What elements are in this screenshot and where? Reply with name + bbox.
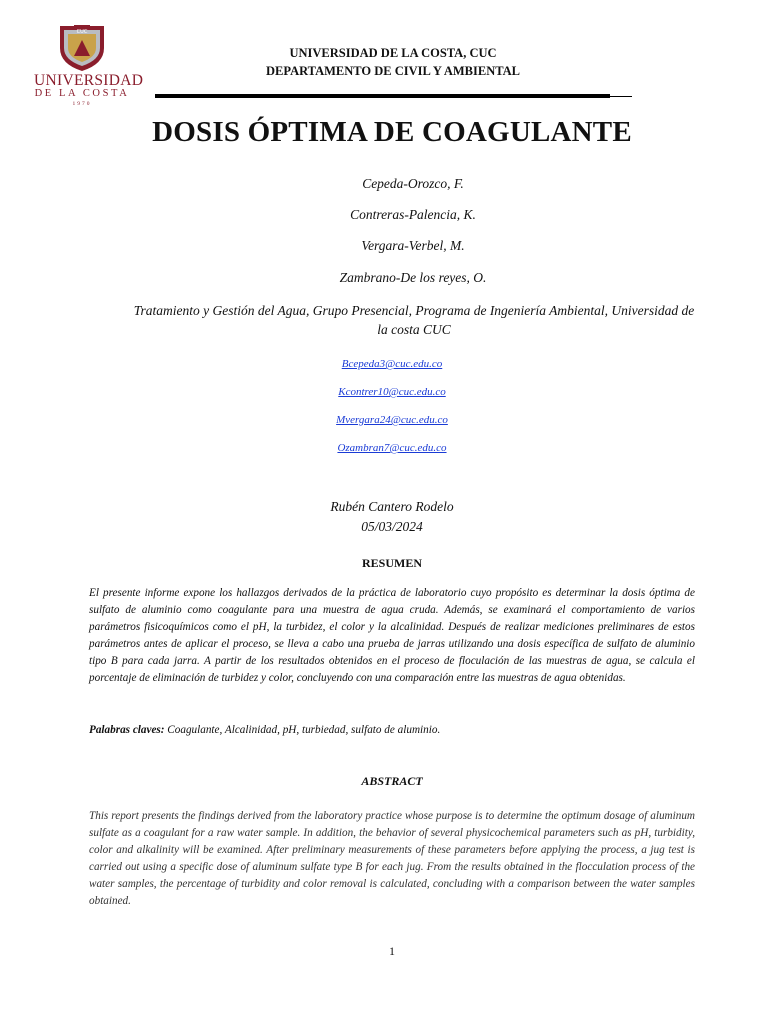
header-rule <box>155 94 610 98</box>
page-title: DOSIS ÓPTIMA DE COAGULANTE <box>152 116 632 148</box>
logo-wordmark: UNIVERSIDAD <box>34 72 144 89</box>
resumen-heading: RESUMEN <box>361 556 422 570</box>
abstract-heading: ABSTRACT <box>361 774 423 788</box>
author-2: Contreras-Palencia, K. <box>350 207 476 222</box>
keywords-text: Coagulante, Alcalinidad, pH, turbiedad, sulfato de aluminio. <box>167 724 441 736</box>
email-link-3[interactable]: Mvergara24@cuc.edu.co <box>336 414 448 426</box>
logo-year: 1970 <box>72 101 92 107</box>
email-link-4[interactable]: Ozambran7@cuc.edu.co <box>337 442 447 454</box>
author-4: Zambrano-De los reyes, O. <box>339 270 487 285</box>
affiliation: Tratamiento y Gestión del Agua, Grupo Presencial, Programa de Ingeniería Ambiental, Universidad de la costa CUC <box>133 303 695 337</box>
supervisor-name: Rubén Cantero Rodelo <box>330 499 454 514</box>
logo-badge <box>54 26 110 36</box>
email-link-1[interactable]: Bcepeda3@cuc.edu.co <box>341 358 443 370</box>
header-rule-tail <box>610 96 632 97</box>
logo-wordmark-sub: DE LA COSTA <box>34 88 130 99</box>
page-number: 1 <box>389 944 395 958</box>
resumen-text: El presente informe expone los hallazgos derivados de la práctica de laboratorio cuyo propósito es determinar la dosis óptima de sulfato de aluminio como coagulante para una muestra de agua cruda. Además, se examinará el comportamiento de varios parámetros fisicoquímicos como el pH, la turbidez, el color y la alcalinidad. Después de realizar mediciones preliminares de estos parámetros antes de aplicar el proceso, se lleva a cabo una prueba de jarras utilizando una dosis específica de sulfato de aluminio tipo B para cada jarra. A partir de los resultados obtenidos en el proceso de floculación de las muestras de agua, se calcula el porcentaje de eliminación de turbidez y color, concluyendo con una comparación entre las muestras de agua obtenidas. <box>89 587 695 684</box>
header-university: UNIVERSIDAD DE LA COSTA, CUC <box>289 46 497 60</box>
keywords <box>89 722 695 739</box>
keywords-label: Palabras claves: <box>89 724 165 736</box>
email-link-2[interactable]: Kcontrer10@cuc.edu.co <box>338 386 446 398</box>
author-3: Vergara-Verbel, M. <box>361 238 465 253</box>
header-department: DEPARTAMENTO DE CIVIL Y AMBIENTAL <box>266 64 520 78</box>
author-1: Cepeda-Orozco, F. <box>362 176 464 191</box>
university-logo <box>34 22 144 107</box>
abstract-text: This report presents the findings derived from the laboratory practice whose purpose is to determine the optimum dosage of aluminum sulfate as a coagulant for a raw water sample. In addition, the behavior of several physicochemical parameters such as pH, turbidity, color and alkalinity will be examined. After preliminary measurements of these parameters before applying the process, a jug test is carried out using a specific dose of aluminum sulfate type B for each jug. From the results obtained in the flocculation process of the water samples, the percentage of turbidity and color removal is calculated, concluding with a comparison between the water samples obtained. <box>89 810 695 907</box>
report-date: 05/03/2024 <box>361 519 423 534</box>
logo-badge-text: CUC <box>76 29 88 35</box>
